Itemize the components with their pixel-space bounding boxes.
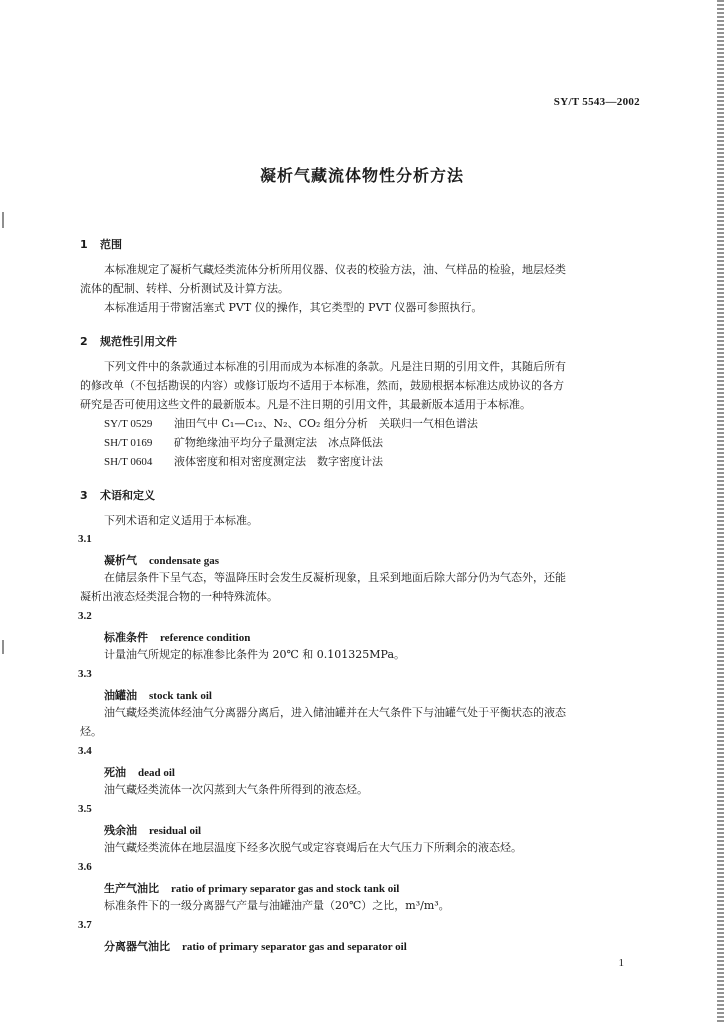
term-heading	[104, 764, 175, 780]
clause-number: 3.1	[78, 533, 92, 545]
clause-number: 3.4	[78, 745, 92, 757]
document-code: SY/T 5543—2002	[553, 96, 640, 108]
term-english: condensate gas	[149, 555, 219, 567]
term-heading	[104, 552, 219, 568]
term-chinese: 分离器气油比	[104, 940, 170, 953]
scan-edge-left-mark	[2, 640, 4, 654]
reference-title: 液体密度和相对密度测定法 数字密度计法	[174, 455, 383, 468]
section-2-heading	[80, 333, 177, 349]
clause-number: 3.5	[78, 803, 92, 815]
term-chinese: 生产气油比	[104, 882, 159, 895]
definition-line: 计量油气所规定的标准参比条件为 20℃ 和 0.101325MPa。	[104, 648, 406, 661]
paragraph-line: 下列术语和定义适用于本标准。	[104, 514, 258, 527]
definition-line: 标准条件下的一级分离器气产量与油罐油产量（20℃）之比，m³/m³。	[104, 899, 450, 912]
term-chinese: 油罐油	[104, 689, 137, 702]
definition-line: 油气藏烃类流体在地层温度下经多次脱气或定容衰竭后在大气压力下所剩余的液态烃。	[104, 841, 522, 854]
paragraph-line: 下列文件中的条款通过本标准的引用而成为本标准的条款。凡是注日期的引用文件，其随后所有	[104, 360, 566, 373]
reference-code: SH/T 0604	[104, 456, 153, 468]
document-title: 凝析气藏流体物性分析方法	[259, 166, 464, 185]
reference-item	[104, 417, 478, 431]
paragraph-line: 的修改单（不包括勘误的内容）或修订版均不适用于本标准，然而，鼓励根据本标准达成协议的各方	[80, 379, 564, 392]
section-number: 1	[80, 238, 88, 251]
term-english: dead oil	[138, 767, 175, 779]
section-title: 范围	[100, 238, 122, 251]
clause-number: 3.3	[78, 668, 92, 680]
term-heading	[104, 629, 250, 645]
term-heading	[104, 687, 212, 703]
term-english: ratio of primary separator gas and separator oil	[182, 941, 407, 953]
clause-number: 3.2	[78, 610, 92, 622]
reference-title: 矿物绝缘油平均分子量测定法 冰点降低法	[174, 436, 383, 449]
scan-edge-right	[717, 0, 724, 1024]
clause-number: 3.6	[78, 861, 92, 873]
term-chinese: 死油	[104, 766, 126, 779]
paragraph-line: 流体的配制、转样、分析测试及计算方法。	[80, 282, 289, 295]
section-3-heading	[80, 487, 155, 503]
definition-line: 油气藏烃类流体经油气分离器分离后，进入储油罐并在大气条件下与油罐气处于平衡状态的液态	[104, 706, 566, 719]
section-1-heading	[80, 236, 122, 252]
page-number: 1	[618, 957, 624, 969]
definition-line: 凝析出液态烃类混合物的一种特殊流体。	[80, 590, 278, 603]
term-english: reference condition	[160, 632, 251, 644]
paragraph-line: 本标准规定了凝析气藏烃类流体分析所用仪器、仪表的校验方法，油、气样品的检验，地层烃类	[104, 263, 566, 276]
term-chinese: 凝析气	[104, 554, 137, 567]
section-number: 3	[80, 489, 88, 502]
term-chinese: 残余油	[104, 824, 137, 837]
section-title: 规范性引用文件	[100, 335, 177, 348]
paragraph-line: 本标准适用于带窗活塞式 PVT 仪的操作，其它类型的 PVT 仪器可参照执行。	[104, 301, 483, 314]
paragraph-line: 研究是否可使用这些文件的最新版本。凡是不注日期的引用文件，其最新版本适用于本标准。	[80, 398, 531, 411]
section-title: 术语和定义	[100, 489, 155, 502]
reference-item	[104, 436, 383, 450]
term-chinese: 标准条件	[104, 631, 148, 644]
term-english: residual oil	[149, 825, 202, 837]
definition-line: 油气藏烃类流体一次闪蒸到大气条件所得到的液态烃。	[104, 783, 368, 796]
reference-code: SY/T 0529	[104, 418, 153, 430]
term-heading	[104, 822, 201, 838]
term-heading	[104, 880, 399, 896]
term-english: ratio of primary separator gas and stock tank oil	[171, 883, 400, 895]
definition-line: 在储层条件下呈气态，等温降压时会发生反凝析现象，且采到地面后除大部分仍为气态外，还能	[104, 571, 566, 584]
term-heading	[104, 938, 407, 954]
clause-number: 3.7	[78, 919, 92, 931]
scan-edge-left-mark	[2, 212, 4, 228]
reference-item	[104, 455, 383, 469]
term-english: stock tank oil	[149, 690, 212, 702]
reference-code: SH/T 0169	[104, 437, 153, 449]
definition-line: 烃。	[80, 725, 102, 738]
reference-title: 油田气中 C₁—C₁₂、N₂、CO₂ 组分分析 关联归一气相色谱法	[174, 417, 478, 430]
section-number: 2	[80, 335, 88, 348]
